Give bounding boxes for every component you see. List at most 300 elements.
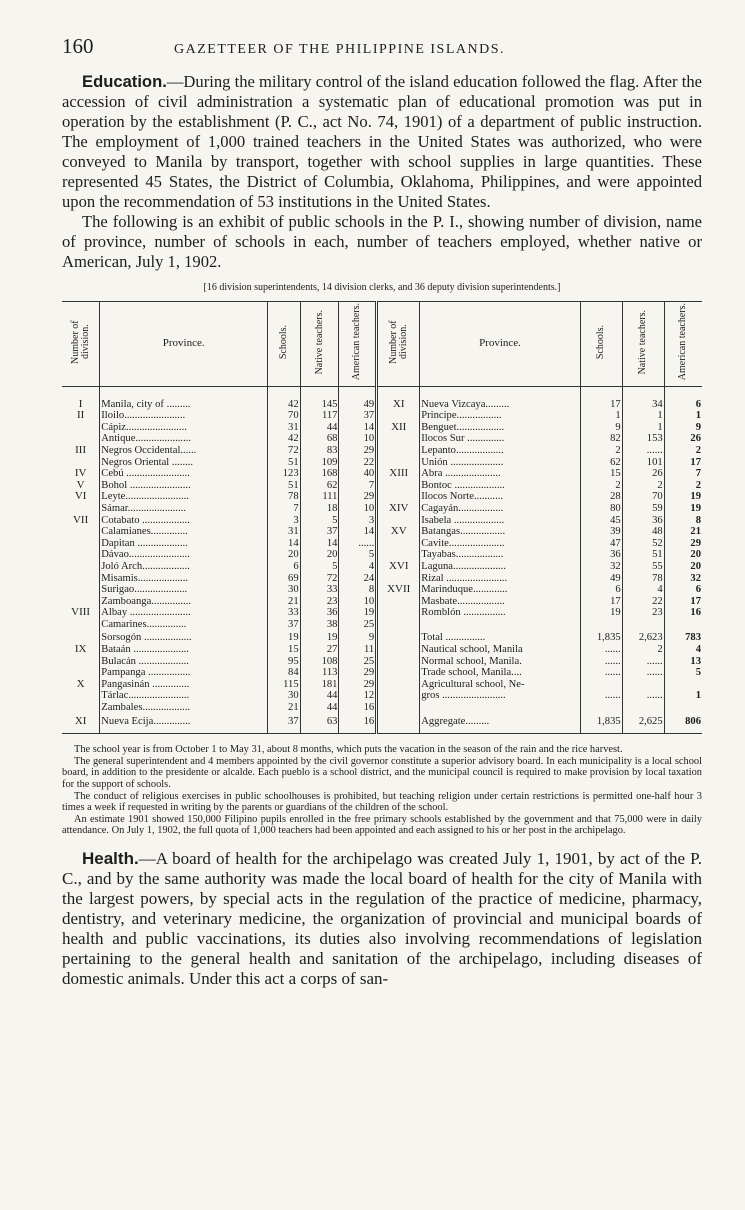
note-religion: The conduct of religious exercises in public schoolhouses is prohibited, but teaching religion under certain restrictions is permitted one-half hour 3 times a week if requested in writing by the parents or guardians of the children of the school.	[62, 790, 702, 814]
division-cell: III	[75, 444, 87, 456]
american-cell: 1	[664, 690, 702, 702]
american-cell: 2	[664, 445, 702, 457]
table-row	[62, 690, 702, 702]
province-cell: Negros Occidental......	[100, 445, 268, 457]
division-cell: XV	[377, 526, 420, 538]
schools-cell: 15	[580, 468, 622, 480]
table-row	[62, 619, 702, 631]
division-cell	[377, 538, 420, 550]
native-cell: 153	[622, 433, 664, 445]
division-cell	[377, 491, 420, 503]
native-cell	[622, 702, 664, 714]
native-cell: 27	[300, 644, 339, 656]
american-cell	[664, 702, 702, 714]
province-cell: Unión ....................	[420, 457, 581, 469]
division-cell: XI	[377, 386, 420, 410]
division-cell	[377, 433, 420, 445]
note-estimate: An estimate 1901 showed 150,000 Filipino pupils enrolled in the free primary schools established by the government and that 75,000 were in daily attendance. On July 1, 1902, the full quota of 1,000 teachers had been appointed and each assigned to his or her post in the archipelago.	[62, 813, 702, 837]
schools-cell: 36	[580, 549, 622, 561]
schools-cell: 33	[268, 607, 301, 619]
native-cell: 22	[622, 596, 664, 608]
native-cell: ......	[622, 690, 664, 702]
province-cell: Bulacán ...................	[100, 656, 268, 668]
native-cell: 4	[622, 584, 664, 596]
native-cell: 36	[622, 515, 664, 527]
division-cell	[62, 526, 100, 538]
american-cell: 24	[339, 573, 377, 585]
division-cell: XIII	[377, 468, 420, 480]
american-cell: 5	[664, 667, 702, 679]
american-cell	[664, 619, 702, 631]
american-cell: 19	[339, 607, 377, 619]
table-row	[62, 644, 702, 656]
schools-cell: 2	[580, 480, 622, 492]
division-cell	[62, 596, 100, 608]
province-cell: Negros Oriental ........	[100, 457, 268, 469]
native-cell: 51	[622, 549, 664, 561]
american-cell: 25	[339, 619, 377, 631]
province-cell: Total ...............	[420, 630, 581, 644]
native-cell: 78	[622, 573, 664, 585]
province-cell: Aggregate.........	[420, 714, 581, 734]
schools-cell: 30	[268, 690, 301, 702]
province-cell: Ilocos Norte...........	[420, 491, 581, 503]
american-cell: 10	[339, 433, 377, 445]
division-cell	[62, 702, 100, 714]
division-cell	[377, 549, 420, 561]
table-row	[62, 410, 702, 422]
table-body	[62, 386, 702, 734]
american-cell: 1	[664, 410, 702, 422]
province-cell: Antique.....................	[100, 433, 268, 445]
american-cell: 8	[339, 584, 377, 596]
american-cell: 25	[339, 656, 377, 668]
education-paragraph	[62, 72, 702, 212]
american-cell: 7	[339, 480, 377, 492]
division-cell	[62, 549, 100, 561]
division-cell	[377, 457, 420, 469]
header-province: Province.	[100, 302, 268, 387]
table-row	[62, 714, 702, 734]
schools-cell: 21	[268, 596, 301, 608]
division-cell: IV	[74, 468, 87, 480]
schools-cell: 80	[580, 503, 622, 515]
american-cell: 8	[664, 515, 702, 527]
american-cell: 16	[339, 714, 377, 734]
american-cell: 26	[664, 433, 702, 445]
province-cell: Bontoc ...................	[420, 480, 581, 492]
table-row	[62, 386, 702, 410]
schools-cell: ......	[580, 667, 622, 679]
table-row	[62, 422, 702, 434]
table-row	[62, 702, 702, 714]
province-cell: Normal school, Manila.	[420, 656, 581, 668]
schools-cell: 123	[268, 468, 301, 480]
division-cell	[377, 410, 420, 422]
schools-cell: 19	[268, 630, 301, 644]
american-cell: 14	[339, 422, 377, 434]
native-cell: 2	[622, 480, 664, 492]
schools-cell: 51	[268, 480, 301, 492]
american-cell: 29	[339, 667, 377, 679]
native-cell	[622, 619, 664, 631]
american-cell: 22	[339, 457, 377, 469]
running-head: GAZETTEER OF THE PHILIPPINE ISLANDS.	[174, 42, 506, 57]
schools-cell: 1,835	[580, 714, 622, 734]
american-cell: 10	[339, 596, 377, 608]
schools-cell: 15	[268, 644, 301, 656]
table-row	[62, 491, 702, 503]
native-cell: 5	[300, 561, 339, 573]
header-schools: Schools.	[268, 302, 301, 387]
division-cell	[377, 607, 420, 619]
division-cell	[62, 561, 100, 573]
native-cell: 23	[622, 607, 664, 619]
table-row	[62, 584, 702, 596]
native-cell: 108	[300, 656, 339, 668]
schools-cell: 3	[268, 515, 301, 527]
schools-cell: 21	[268, 702, 301, 714]
province-cell: Tayabas..................	[420, 549, 581, 561]
native-cell: 2,623	[622, 630, 664, 644]
american-cell: 29	[339, 491, 377, 503]
province-cell: Joló Arch..................	[100, 561, 268, 573]
province-cell: Cagayán.................	[420, 503, 581, 515]
schools-cell: 70	[268, 410, 301, 422]
province-cell: Iloilo.......................	[100, 410, 268, 422]
division-cell: VI	[74, 491, 87, 503]
table-row	[62, 561, 702, 573]
native-cell	[622, 679, 664, 691]
native-cell: 38	[300, 619, 339, 631]
division-cell	[377, 644, 420, 656]
division-cell	[377, 596, 420, 608]
native-cell: 83	[300, 445, 339, 457]
schools-cell: 1	[580, 410, 622, 422]
american-cell: 14	[339, 526, 377, 538]
province-cell: Abra .....................	[420, 468, 581, 480]
american-cell: 20	[664, 561, 702, 573]
division-cell	[62, 690, 100, 702]
division-cell: XVI	[377, 561, 420, 573]
schools-cell: ......	[580, 690, 622, 702]
american-cell: 6	[664, 584, 702, 596]
health-heading: Health.	[82, 848, 139, 868]
american-cell: 37	[339, 410, 377, 422]
province-cell: Manila, city of .........	[100, 386, 268, 410]
native-cell: 14	[300, 538, 339, 550]
province-cell: Pangasinán ..............	[100, 679, 268, 691]
american-cell: 4	[339, 561, 377, 573]
division-cell: I	[78, 397, 83, 410]
native-cell: 55	[622, 561, 664, 573]
division-cell	[377, 515, 420, 527]
native-cell: 20	[300, 549, 339, 561]
table-row	[62, 468, 702, 480]
province-cell: Ilocos Sur ..............	[420, 433, 581, 445]
american-cell: 12	[339, 690, 377, 702]
province-cell: Albay .......................	[100, 607, 268, 619]
native-cell: 48	[622, 526, 664, 538]
schools-cell: 82	[580, 433, 622, 445]
province-cell: Isabela ...................	[420, 515, 581, 527]
division-cell	[377, 573, 420, 585]
schools-cell: 19	[580, 607, 622, 619]
division-cell	[62, 433, 100, 445]
schools-cell: 115	[268, 679, 301, 691]
schools-cell: 17	[580, 386, 622, 410]
native-cell: 101	[622, 457, 664, 469]
province-cell: Agricultural school, Ne-	[420, 679, 581, 691]
division-cell	[377, 702, 420, 714]
division-cell: XII	[377, 422, 420, 434]
province-cell: Dapitan ...................	[100, 538, 268, 550]
schools-cell: 95	[268, 656, 301, 668]
native-cell: 181	[300, 679, 339, 691]
table-row	[62, 480, 702, 492]
table-row	[62, 515, 702, 527]
american-cell: 29	[339, 679, 377, 691]
american-cell: 19	[664, 491, 702, 503]
province-cell: Lepanto..................	[420, 445, 581, 457]
schools-cell: ......	[580, 656, 622, 668]
table-row	[62, 596, 702, 608]
schools-cell: 78	[268, 491, 301, 503]
american-cell: 7	[664, 468, 702, 480]
native-cell: 2,625	[622, 714, 664, 734]
schools-cell: 32	[580, 561, 622, 573]
schools-cell: 47	[580, 538, 622, 550]
province-cell: Sorsogón ..................	[100, 630, 268, 644]
schools-cell: 6	[580, 584, 622, 596]
province-cell: Principe.................	[420, 410, 581, 422]
table-row	[62, 503, 702, 515]
american-cell: 4	[664, 644, 702, 656]
native-cell: ......	[622, 445, 664, 457]
american-cell: 13	[664, 656, 702, 668]
province-cell: Laguna....................	[420, 561, 581, 573]
page-header	[62, 34, 702, 62]
schools-cell: 62	[580, 457, 622, 469]
division-cell	[377, 445, 420, 457]
schools-cell	[580, 679, 622, 691]
health-paragraph	[62, 849, 702, 989]
province-cell: Camarines...............	[100, 619, 268, 631]
american-cell: 9	[339, 630, 377, 644]
american-cell: 29	[664, 538, 702, 550]
native-cell: 33	[300, 584, 339, 596]
division-cell: XIV	[377, 503, 420, 515]
division-cell	[377, 679, 420, 691]
schools-cell: ......	[580, 644, 622, 656]
province-cell: Surigao....................	[100, 584, 268, 596]
province-cell: Dávao.......................	[100, 549, 268, 561]
schools-cell: 31	[268, 526, 301, 538]
province-cell: Calamianes..............	[100, 526, 268, 538]
american-cell: 40	[339, 468, 377, 480]
schools-cell: 1,835	[580, 630, 622, 644]
native-cell: 111	[300, 491, 339, 503]
header-american-teachers: American teachers.	[339, 302, 377, 387]
division-cell	[62, 619, 100, 631]
table-row	[62, 457, 702, 469]
native-cell: 1	[622, 410, 664, 422]
native-cell: 18	[300, 503, 339, 515]
schools-cell: 69	[268, 573, 301, 585]
table-row	[62, 573, 702, 585]
native-cell: 70	[622, 491, 664, 503]
native-cell: 145	[300, 386, 339, 410]
schools-cell: 30	[268, 584, 301, 596]
province-cell: Nueva Ecija..............	[100, 714, 268, 734]
native-cell: 2	[622, 644, 664, 656]
american-cell: 19	[664, 503, 702, 515]
division-cell	[377, 690, 420, 702]
page-number: 160	[62, 34, 94, 58]
province-cell: Pampanga ................	[100, 667, 268, 679]
table-row	[62, 433, 702, 445]
division-cell: XVII	[377, 584, 420, 596]
province-cell: Marinduque.............	[420, 584, 581, 596]
american-cell: 21	[664, 526, 702, 538]
schools-cell: 9	[580, 422, 622, 434]
division-cell	[377, 480, 420, 492]
division-cell	[377, 619, 420, 631]
schools-cell: 31	[268, 422, 301, 434]
native-cell: 62	[300, 480, 339, 492]
division-cell	[377, 667, 420, 679]
american-cell: 17	[664, 596, 702, 608]
province-cell: Bohol .......................	[100, 480, 268, 492]
province-cell: gros ........................	[420, 690, 581, 702]
native-cell: 19	[300, 630, 339, 644]
province-cell: Leyte........................	[100, 491, 268, 503]
division-cell	[377, 630, 420, 644]
note-school-year: The school year is from October 1 to May 31, about 8 months, which puts the vacation in the season of the rain and the rice harvest.	[74, 744, 623, 756]
native-cell: 34	[622, 386, 664, 410]
table-row	[62, 526, 702, 538]
native-cell: 109	[300, 457, 339, 469]
table-header-row	[62, 302, 702, 387]
schools-cell: 17	[580, 596, 622, 608]
schools-cell: 51	[268, 457, 301, 469]
province-cell: Rizal .......................	[420, 573, 581, 585]
division-cell: VIII	[71, 607, 91, 619]
schools-cell	[580, 702, 622, 714]
table-row	[62, 607, 702, 619]
native-cell: 63	[300, 714, 339, 734]
american-cell: 17	[664, 457, 702, 469]
header-native-teachers-2: Native teachers.	[622, 302, 664, 387]
native-cell: 44	[300, 690, 339, 702]
american-cell: 6	[664, 386, 702, 410]
schools-cell: 49	[580, 573, 622, 585]
american-cell	[664, 679, 702, 691]
health-text: —A board of health for the archipelago was created July 1, 1901, by act of the P. C., and by the same authority was made the local board of health for the city of Manila with the largest powers, by special acts in the regulation of the practice of medicine, pharmacy, dentistry, and veterinary medicine, the organization of provincial and municipal boards of health and public vaccinations, its duties also involving recommendations of legislation pertaining to the general health and sanitation of the archipelago, including diseases of domestic animals. Under this act a corps of san-	[62, 848, 702, 988]
native-cell: 23	[300, 596, 339, 608]
division-cell	[62, 667, 100, 679]
education-heading: Education.	[82, 72, 167, 91]
table-row	[62, 667, 702, 679]
native-cell: ......	[622, 656, 664, 668]
province-cell: Misamis...................	[100, 573, 268, 585]
american-cell: 16	[664, 607, 702, 619]
american-cell: 806	[664, 714, 702, 734]
american-cell: 20	[664, 549, 702, 561]
schools-cell: 84	[268, 667, 301, 679]
native-cell: 36	[300, 607, 339, 619]
division-cell: V	[76, 479, 85, 491]
schools-cell: 72	[268, 445, 301, 457]
schools-cell: 20	[268, 549, 301, 561]
division-cell: X	[76, 678, 85, 690]
header-schools-2: Schools.	[580, 302, 622, 387]
table-row	[62, 679, 702, 691]
native-cell: 68	[300, 433, 339, 445]
american-cell: ......	[339, 538, 377, 550]
native-cell: 72	[300, 573, 339, 585]
division-cell: II	[76, 410, 85, 422]
header-division-2: Number of division.	[377, 302, 420, 387]
table-bracket-note: [16 division superintendents, 14 division clerks, and 36 deputy division superintendents.]	[203, 282, 561, 293]
table-row	[62, 538, 702, 550]
native-cell: 113	[300, 667, 339, 679]
note-advisory-board: The general superintendent and 4 members appointed by the civil governor constitute a superior advisory board. In each municipality is a local school board, in addition to the presidente or alcalde. Each pueblo is a school district, and the municipal council is required to make provision by local taxation for the support of schools.	[62, 755, 702, 790]
schools-table	[62, 301, 702, 734]
american-cell: 32	[664, 573, 702, 585]
province-cell: Benguet..................	[420, 422, 581, 434]
native-cell: 59	[622, 503, 664, 515]
native-cell: 5	[300, 515, 339, 527]
header-american-teachers-2: American teachers.	[664, 302, 702, 387]
schools-cell: 28	[580, 491, 622, 503]
province-cell	[420, 702, 581, 714]
province-cell	[420, 619, 581, 631]
education-text: —During the military control of the island education followed the flag. After the accession of civil administration a systematic plan of educational promotion was put in operation by the establishment (P. C., act No. 74, 1901) of a department of public instruction. The employment of 1,000 trained teachers in the United States was authorized, who were conveyed to Manila by transport, together with school supplies in large quantities. These represented 45 States, the District of Columbia, Oklahoma, Philippines, and were appointed upon the recommendation of 53 institutions in the United States.	[62, 72, 702, 211]
american-cell: 16	[339, 702, 377, 714]
division-cell	[62, 630, 100, 644]
table-row	[62, 630, 702, 644]
american-cell: 5	[339, 549, 377, 561]
american-cell: 49	[339, 386, 377, 410]
province-cell: Cápiz.......................	[100, 422, 268, 434]
american-cell: 29	[339, 445, 377, 457]
native-cell: 37	[300, 526, 339, 538]
province-cell: Cavite.....................	[420, 538, 581, 550]
native-cell: 44	[300, 702, 339, 714]
division-cell	[62, 457, 100, 469]
schools-cell: 7	[268, 503, 301, 515]
schools-cell	[580, 619, 622, 631]
province-cell: Zambales..................	[100, 702, 268, 714]
american-cell: 3	[339, 515, 377, 527]
header-division: Number of division.	[62, 302, 100, 387]
footnotes	[62, 744, 702, 837]
province-cell: Bataán .....................	[100, 644, 268, 656]
division-cell: XI	[74, 714, 87, 727]
american-cell: 9	[664, 422, 702, 434]
native-cell: 26	[622, 468, 664, 480]
american-cell: 10	[339, 503, 377, 515]
native-cell: 1	[622, 422, 664, 434]
schools-cell: 42	[268, 386, 301, 410]
province-cell: Zamboanga...............	[100, 596, 268, 608]
province-cell: Batangas.................	[420, 526, 581, 538]
schools-cell: 14	[268, 538, 301, 550]
american-cell: 2	[664, 480, 702, 492]
native-cell: 44	[300, 422, 339, 434]
header-native-teachers: Native teachers.	[300, 302, 339, 387]
